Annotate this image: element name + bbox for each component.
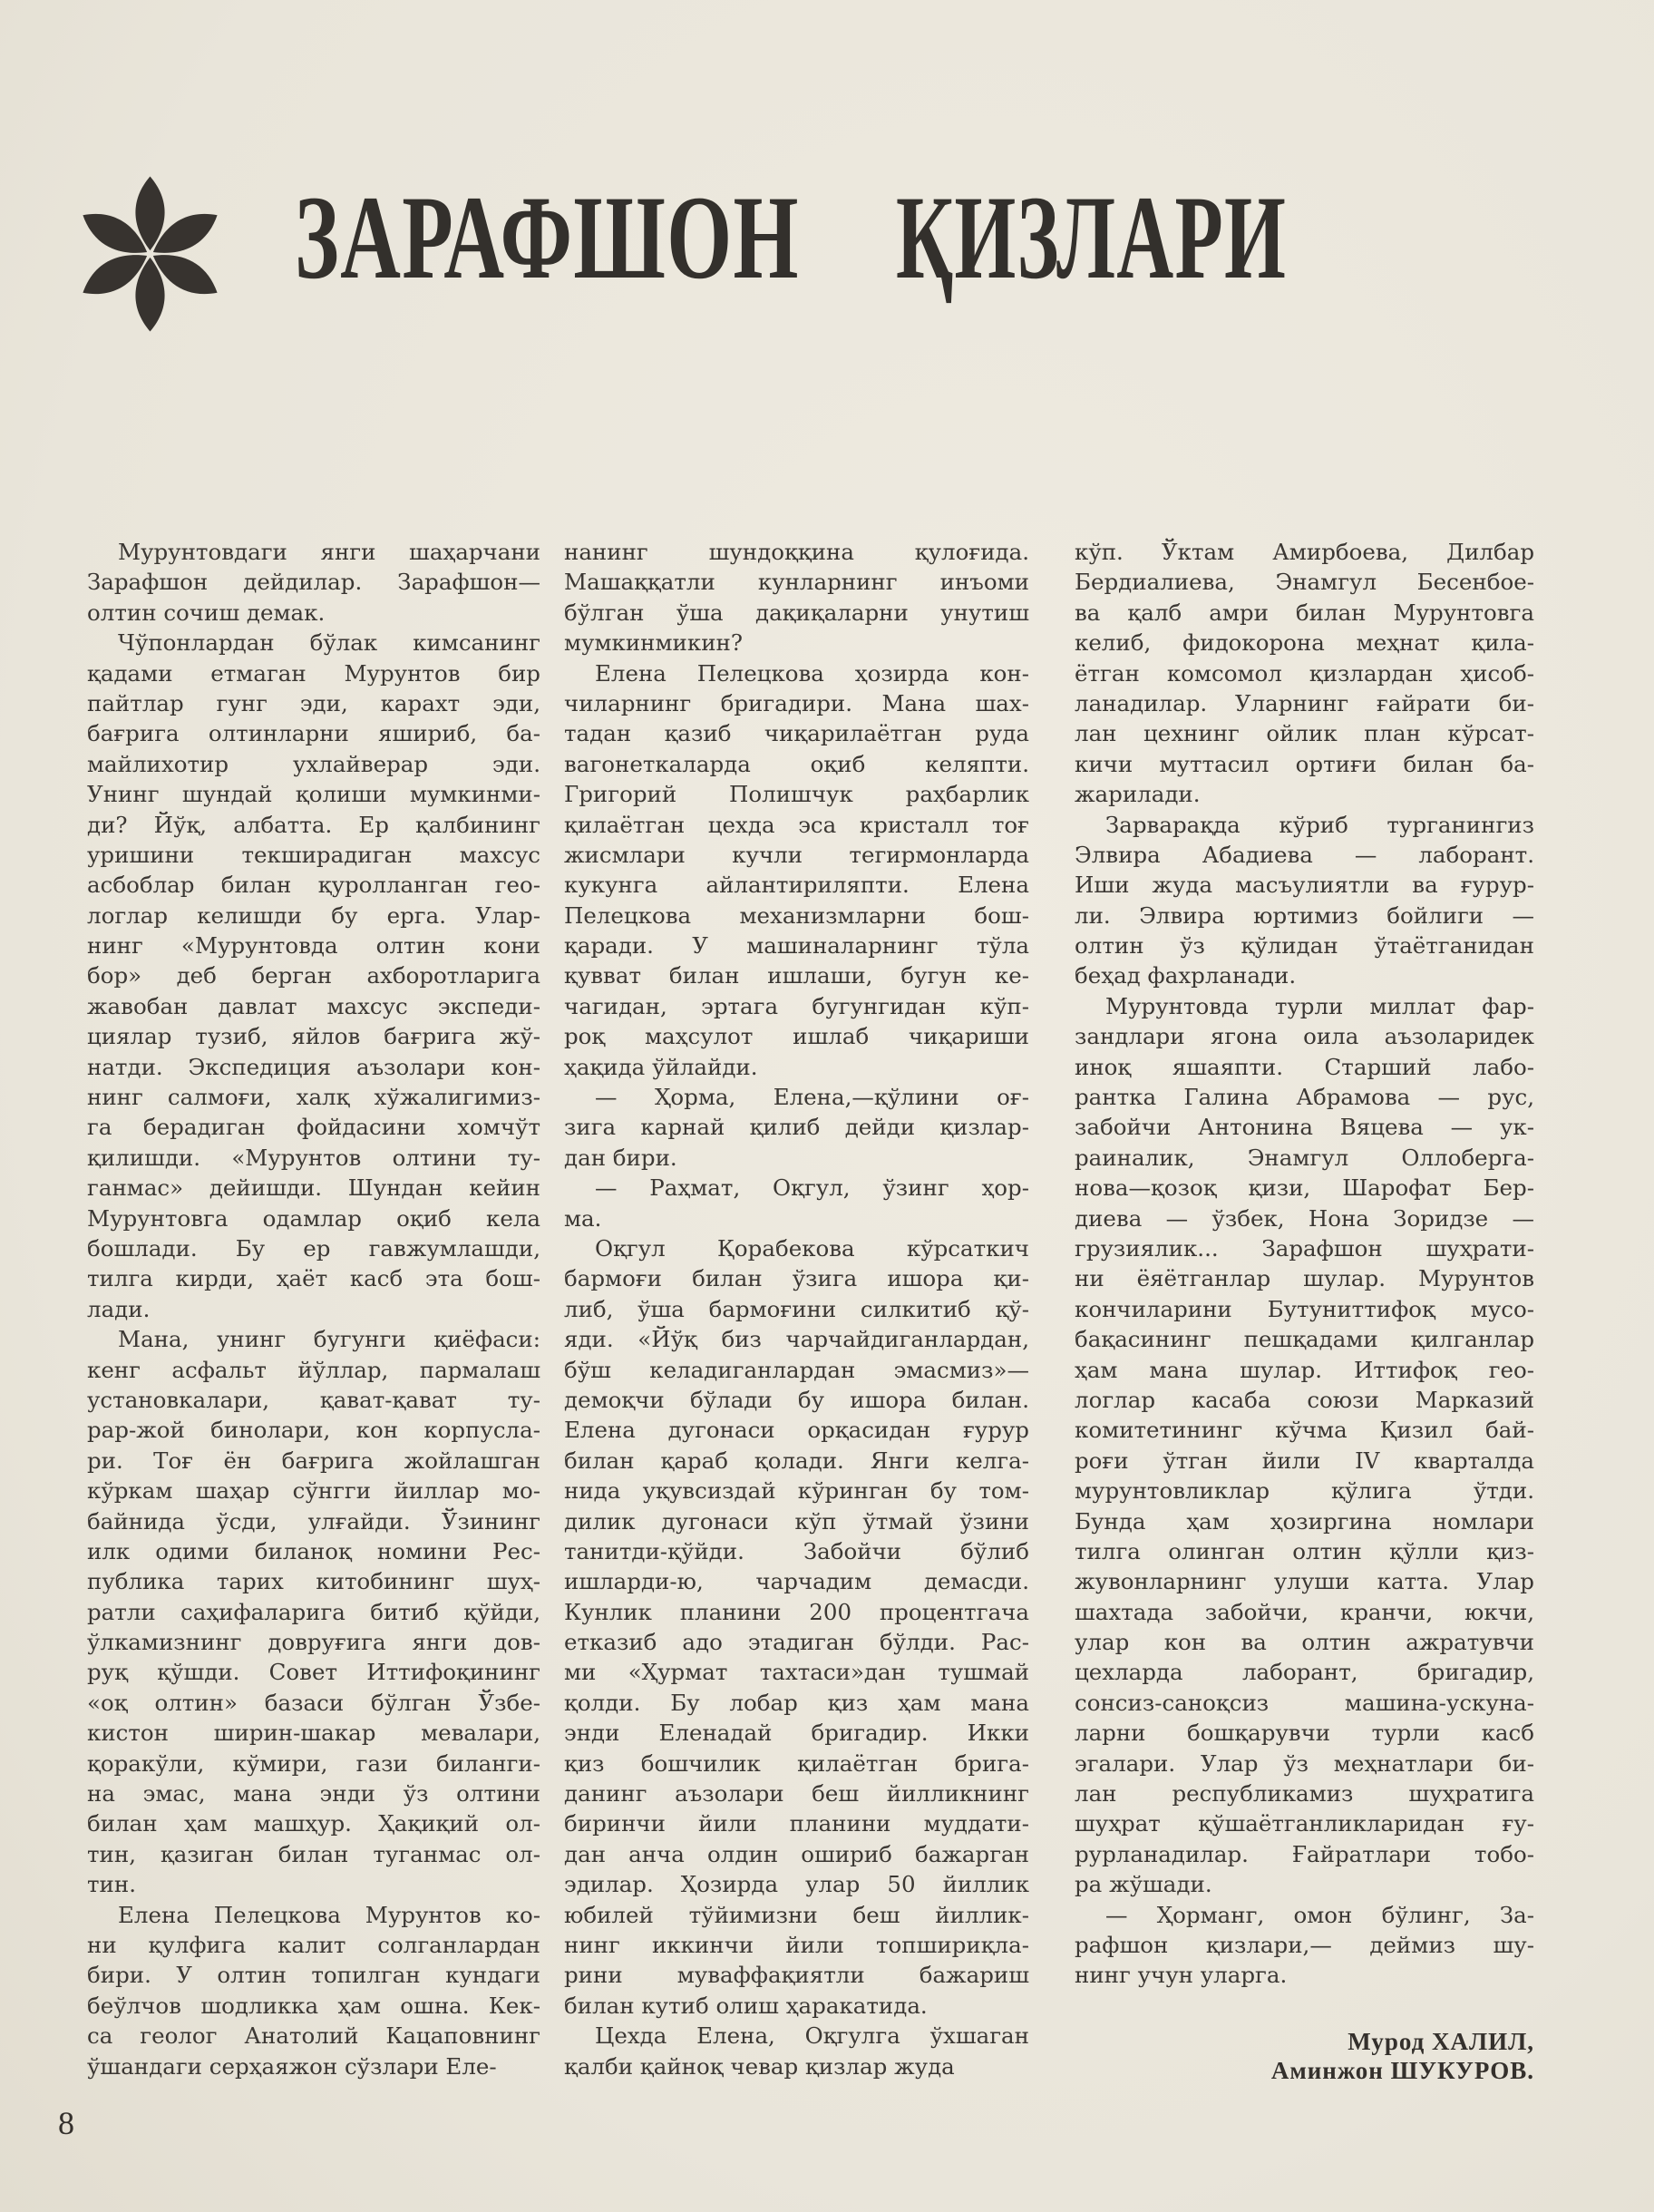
text-line: публика тарих китобининг шуҳ- — [87, 1568, 540, 1595]
text-line: пайтлар гунг эди, карахт эди, — [87, 689, 540, 716]
text-line: ра жўшади. — [1075, 1871, 1212, 1898]
text-line: нинг салмоғи, халқ хўжалигимиз- — [87, 1084, 540, 1111]
text-line: тин, қазиган билан туганмас ол- — [87, 1840, 540, 1867]
text-line: логлар келишди бу ерга. Улар- — [87, 901, 540, 929]
text-line: танитди-қўйди. Забойчи бўлиб — [564, 1537, 1029, 1564]
text-line: руқ қўшди. Совет Иттифоқининг — [87, 1659, 540, 1686]
text-line: қоракўли, кўмири, гази биланги- — [87, 1749, 540, 1777]
text-line: уришини текширадиган махсус — [87, 841, 540, 868]
text-line: Елена дугонаси орқасидан ғурур — [564, 1417, 1029, 1444]
text-line: Зарафшон дейдилар. Зарафшон— — [87, 569, 540, 596]
text-line: тилга кирди, ҳаёт касб эта бош- — [87, 1265, 540, 1292]
text-line: кончиларини Бутуниттифоқ мусо- — [1075, 1295, 1534, 1322]
text-line: ётган комсомол қизлардан ҳисоб- — [1075, 659, 1534, 687]
text-line: забойчи Антонина Вяцева — ук- — [1075, 1114, 1534, 1141]
text-line: либ, ўша бармоғини силкитиб қў- — [564, 1295, 1029, 1322]
text-line: комитетининг кўчма Қизил бай- — [1075, 1417, 1534, 1444]
text-line: нида уқувсиздай кўринган бу том- — [564, 1477, 1029, 1505]
text-line: Иши жуда масъулиятли ва ғурур- — [1075, 872, 1534, 899]
text-line: ҳақида ўйлайди. — [564, 1053, 758, 1080]
text-column-3 — [1075, 537, 1534, 1991]
text-line: билан қараб қолади. Янги келга- — [564, 1447, 1029, 1474]
text-line: на эмас, мана энди ўз олтини — [87, 1780, 540, 1808]
text-line: эдилар. Ҳозирда улар 50 йиллик — [564, 1871, 1029, 1898]
text-line: кичи муттасил ортиғи билан ба- — [1075, 750, 1534, 777]
text-line: билан ҳам машҳур. Ҳақиқий ол- — [87, 1810, 540, 1837]
text-line: Кунлик планини 200 процентгача — [564, 1598, 1029, 1625]
text-line: қаради. У машиналарнинг тўла — [564, 932, 1029, 960]
text-line: лан республикамиз шуҳратига — [1075, 1780, 1534, 1808]
text-line: ни ёяётганлар шулар. Мурунтов — [1075, 1265, 1534, 1292]
text-line: ли. Элвира юртимиз бойлиги — — [1075, 901, 1534, 929]
text-line: цехларда лаборант, бригадир, — [1075, 1659, 1534, 1686]
text-line: ма. — [564, 1204, 602, 1232]
text-line: нинг иккинчи йили топшириқла- — [564, 1931, 1029, 1958]
text-line: са геолог Анатолий Кацаповнинг — [87, 2022, 540, 2050]
text-line: данинг аъзолари беш йилликнинг — [564, 1780, 1029, 1808]
page-number: 8 — [58, 2105, 74, 2141]
text-line: рурланадилар. Ғайратлари тобо- — [1075, 1840, 1534, 1867]
text-line: беҳад фахрланади. — [1075, 962, 1297, 989]
text-line: юбилей тўйимизни беш йиллик- — [564, 1901, 1029, 1928]
text-line: қолди. Бу лобар қиз ҳам мана — [564, 1689, 1029, 1716]
text-line: — Ҳорма, Елена,—қўлини оғ- — [595, 1084, 1029, 1111]
text-line: жарилади. — [1075, 781, 1201, 808]
text-line: рини муваффақиятли бажариш — [564, 1962, 1029, 1989]
text-line: бўш келадиганлардан эмасмиз»— — [564, 1356, 1029, 1383]
text-line: нинг «Мурунтовда олтин кони — [87, 932, 540, 960]
text-line: қадами етмаган Мурунтов бир — [87, 659, 540, 687]
text-line: дан анча олдин ошириб бажарган — [564, 1840, 1029, 1867]
text-line: диева — ўзбек, Нона Зоридзе — — [1075, 1204, 1534, 1232]
text-line: етказиб адо этадиган бўлди. Рас- — [564, 1629, 1029, 1656]
text-line: Бердиалиева, Энамгул Бесенбое- — [1075, 569, 1534, 596]
text-line: асбоблар билан қуролланган гео- — [87, 872, 540, 899]
text-line: рантка Галина Абрамова — рус, — [1075, 1084, 1534, 1111]
text-line: кўп. Ўктам Амирбоева, Дилбар — [1075, 539, 1534, 565]
text-line: Чўпонлардан бўлак кимсанинг — [118, 629, 540, 657]
text-line: логлар касаба союзи Марказий — [1075, 1386, 1534, 1413]
text-line: Григорий Полишчук раҳбарлик — [564, 781, 1029, 808]
text-line: Елена Пелецкова ҳозирда кон- — [595, 659, 1029, 687]
text-line: ҳам мана шулар. Иттифоқ гео- — [1075, 1356, 1534, 1383]
text-line: «оқ олтин» базаси бўлган Ўзбе- — [87, 1689, 540, 1716]
text-line: бўлган ўша дақиқаларни унутиш — [564, 599, 1029, 626]
text-line: бармоғи билан ўзига ишора қи- — [564, 1265, 1029, 1292]
text-line: кенг асфальт йўллар, пармалаш — [87, 1356, 540, 1383]
text-line: кўркам шаҳар сўнгги йиллар мо- — [87, 1477, 540, 1505]
text-line: энди Еленадай бригадир. Икки — [564, 1720, 1029, 1747]
text-line: чагидан, эртага бугунгидан кўп- — [564, 992, 1029, 1019]
text-line: Елена Пелецкова Мурунтов ко- — [118, 1901, 540, 1928]
text-line: мурунтовликлар қўлига ўтди. — [1075, 1477, 1534, 1505]
author-signature-2: Аминжон ШУКУРОВ. — [1270, 2057, 1534, 2084]
text-line: Оқгул Қорабекова кўрсаткич — [595, 1234, 1029, 1262]
text-line: беўлчов шодликка ҳам ошна. Кек- — [87, 1992, 540, 2019]
text-line: циялар тузиб, яйлов бағрига жў- — [87, 1023, 540, 1050]
text-line: ганмас» дейишди. Шундан кейин — [87, 1174, 540, 1202]
text-line: ишларди-ю, чарчадим демасди. — [564, 1568, 1029, 1595]
text-line: натди. Экспедиция аъзолари кон- — [87, 1053, 540, 1080]
text-line: мумкинмикин? — [564, 629, 743, 657]
text-line: рар-жой бинолари, кон корпусла- — [87, 1417, 540, 1444]
flower-ornament-icon — [71, 172, 229, 336]
text-line: Мурунтовда турли миллат фар- — [1105, 992, 1534, 1019]
text-line: қиз бошчилик қилаётган брига- — [564, 1749, 1029, 1777]
text-line: келиб, фидокорона меҳнат қила- — [1075, 629, 1534, 657]
text-line: шуҳрат қўшаётганликларидан ғу- — [1075, 1810, 1534, 1837]
text-line: чиларнинг бригадири. Мана шах- — [564, 689, 1029, 716]
text-line: демоқчи бўлади бу ишора билан. — [564, 1386, 1029, 1413]
text-line: нова—қозоқ қизи, Шарофат Бер- — [1075, 1174, 1534, 1202]
text-line: роғи ўтган йили IV кварталда — [1075, 1447, 1534, 1474]
text-line: эгалари. Улар ўз меҳнатлари би- — [1075, 1749, 1534, 1777]
text-line: Бунда ҳам ҳозиргина номлари — [1075, 1507, 1534, 1535]
text-line: роқ маҳсулот ишлаб чиқариши — [564, 1023, 1029, 1050]
text-line: Цехда Елена, Оқгулга ўхшаган — [595, 2022, 1029, 2050]
text-line: тин. — [87, 1871, 137, 1898]
text-line: жавобан давлат махсус экспеди- — [87, 992, 540, 1019]
text-line: Машаққатли кунларнинг инъоми — [564, 569, 1029, 596]
text-line: нанинг шундоққина қулоғида. — [564, 539, 1029, 565]
text-line: Зарварақда кўриб турганингиз — [1105, 811, 1534, 838]
article-title-word-1: ЗАРАФШОН — [295, 171, 800, 304]
text-line: ри. Тоғ ён бағрига жойлашган — [87, 1447, 540, 1474]
text-line: лан цехнинг ойлик план кўрсат- — [1075, 720, 1534, 747]
text-line: ми «Ҳурмат тахтаси»дан тушмай — [564, 1659, 1029, 1686]
text-line: қувват билан ишлаши, бугун ке- — [564, 962, 1029, 989]
text-line: яди. «Йўқ биз чарчайдиганлардан, — [564, 1326, 1029, 1353]
text-line: рафшон қизлари,— деймиз шу- — [1075, 1931, 1534, 1958]
text-line: бири. У олтин топилган кундаги — [87, 1962, 540, 1989]
text-line: Мурунтовга одамлар оқиб кела — [87, 1204, 540, 1232]
text-line: бағрига олтинларни яшириб, ба- — [87, 720, 540, 747]
text-line: биринчи йили планини муддати- — [564, 1810, 1029, 1837]
text-line: дилик дугонаси кўп ўтмай ўзини — [564, 1507, 1029, 1535]
text-line: раиналик, Энамгул Оллоберга- — [1075, 1144, 1534, 1171]
text-line: дан бири. — [564, 1144, 677, 1171]
text-line: ларни бошқарувчи турли касб — [1075, 1720, 1534, 1747]
text-line: майлихотир ухлайверар эди. — [87, 750, 540, 777]
text-line: ди? Йўқ, албатта. Ер қалбининг — [87, 811, 540, 838]
text-line: жисмлари кучли тегирмонларда — [564, 841, 1029, 868]
text-line: тадан қазиб чиқарилаётган руда — [564, 720, 1029, 747]
text-line: олтин ўз қўлидан ўтаётганидан — [1075, 932, 1534, 960]
article-title-word-2: ҚИЗЛАРИ — [896, 171, 1288, 304]
text-line: қилишди. «Мурунтов олтини ту- — [87, 1144, 540, 1171]
text-line: байнида ўсди, улғайди. Ўзининг — [87, 1507, 540, 1535]
text-line: — Ҳорманг, омон бўлинг, За- — [1105, 1901, 1534, 1928]
text-line: иноқ яшаяпти. Старший лабо- — [1075, 1053, 1534, 1080]
text-line: бақасининг пешқадами қилганлар — [1075, 1326, 1534, 1353]
text-line: ланадилар. Уларнинг ғайрати би- — [1075, 689, 1534, 716]
text-line: ратли саҳифаларига битиб қўйди, — [87, 1598, 540, 1625]
text-line: установкалари, қават-қават ту- — [87, 1386, 540, 1413]
text-line: қилаётган цехда эса кристалл тоғ — [564, 811, 1029, 838]
text-line: нинг учун уларга. — [1075, 1962, 1288, 1989]
text-line: Пелецкова механизмларни бош- — [564, 901, 1029, 929]
text-line: бор» деб берган ахборотларига — [87, 962, 540, 989]
text-line: грузиялик... Зарафшон шуҳрати- — [1075, 1234, 1534, 1262]
text-line: шахтада забойчи, кранчи, юкчи, — [1075, 1598, 1534, 1625]
text-line: улар кон ва олтин ажратувчи — [1075, 1629, 1534, 1656]
text-line: бошлади. Бу ер гавжумлашди, — [87, 1234, 540, 1262]
text-line: ни қулфига калит солганлардан — [87, 1931, 540, 1958]
text-line: олтин сочиш демак. — [87, 599, 326, 626]
text-line: жувонларнинг улуши катта. Улар — [1075, 1568, 1534, 1595]
text-line: тилга олинган олтин қўлли қиз- — [1075, 1537, 1534, 1564]
text-line: Элвира Абадиева — лаборант. — [1075, 841, 1534, 868]
text-column-1 — [87, 537, 540, 2081]
text-line: кистон ширин-шакар мевалари, — [87, 1720, 540, 1747]
author-signature-1: Мурод ХАЛИЛ, — [1348, 2028, 1534, 2055]
text-column-2 — [564, 537, 1029, 2081]
text-line: Мана, унинг бугунги қиёфаси: — [118, 1326, 540, 1353]
text-line: га берадиган фойдасини хомчўт — [87, 1114, 540, 1141]
text-line: кукунга айлантириляпти. Елена — [564, 872, 1029, 899]
text-line: қалби қайноқ чевар қизлар жуда — [564, 2052, 955, 2080]
text-line: — Раҳмат, Оқгул, ўзинг ҳор- — [595, 1174, 1029, 1202]
text-line: Мурунтовдаги янги шаҳарчани — [118, 539, 540, 565]
text-line: вагонеткаларда оқиб келяпти. — [564, 750, 1029, 777]
text-line: Унинг шундай қолиши мумкинми- — [87, 781, 540, 808]
text-line: илк одими биланоқ номини Рес- — [87, 1537, 540, 1564]
text-line: билан кутиб олиш ҳаракатида. — [564, 1992, 928, 2019]
text-line: ўшандаги серҳаяжон сўзлари Еле- — [87, 2052, 497, 2080]
text-line: зандлари ягона оила аъзоларидек — [1075, 1023, 1534, 1050]
text-line: зига карнай қилиб дейди қизлар- — [564, 1114, 1029, 1141]
text-line: ўлкамизнинг довруғига янги дов- — [87, 1629, 540, 1656]
text-line: ва қалб амри билан Мурунтовга — [1075, 599, 1534, 626]
text-line: лади. — [87, 1295, 151, 1322]
text-line: сонсиз-саноқсиз машина-ускуна- — [1075, 1689, 1534, 1716]
